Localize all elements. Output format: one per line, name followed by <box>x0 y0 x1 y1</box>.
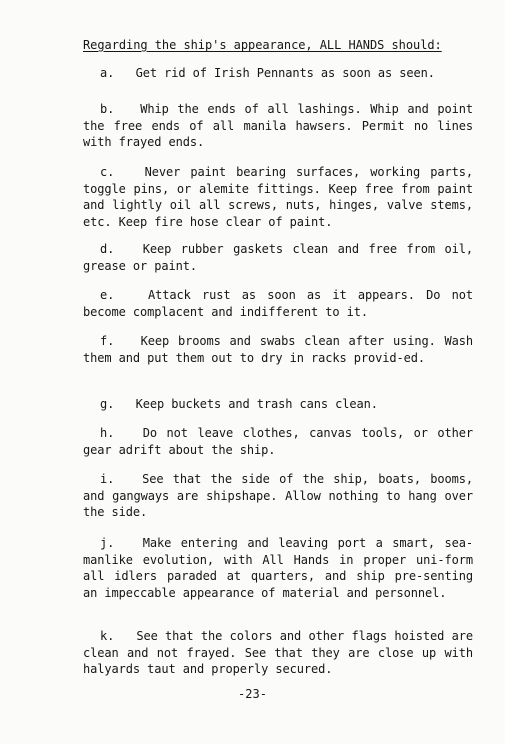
item-text: Keep buckets and trash cans clean. <box>135 397 378 411</box>
item-letter: b. <box>100 102 132 116</box>
list-item-f <box>83 333 473 366</box>
list-item-e <box>83 287 473 320</box>
item-letter: g. <box>100 397 129 411</box>
item-letter: f. <box>100 334 132 348</box>
item-text: Keep rubber gaskets clean and free from oil, grease or paint. <box>83 242 474 273</box>
list-item-b <box>83 101 473 151</box>
item-text: See that the side of the ship, boats, booms, and gangways are shipshape. Allow nothing to hang over the side. <box>83 472 473 519</box>
item-text: Make entering and leaving port a smart, sea-manlike evolution, with All Hands in proper uni-form all idlers paraded at quarters, and ship pre-senting an impeccable appearance of material and personnel. <box>83 536 474 600</box>
list-item-g <box>83 396 473 413</box>
item-text: Get rid of Irish Pennants as soon as seen. <box>135 66 435 80</box>
item-letter: j. <box>100 536 134 550</box>
list-item-j <box>83 535 473 601</box>
item-letter: k. <box>100 629 129 643</box>
item-text: See that the colors and other flags hoisted are clean and not frayed. See that they are close up with halyards taut and properly secured. <box>83 629 474 676</box>
item-letter: a. <box>100 66 129 80</box>
item-text: Never paint bearing surfaces, working parts, toggle pins, or alemite fittings. Keep free from paint and lightly oil all screws, nuts, hinges, valve stems, etc. Keep fire hose clear of paint. <box>83 165 474 229</box>
item-text: Do not leave clothes, canvas tools, or other gear adrift about the ship. <box>83 426 474 457</box>
section-heading: Regarding the ship's appearance, ALL HANDS should: <box>83 38 442 52</box>
list-item-a <box>83 65 473 82</box>
list-item-c <box>83 164 473 230</box>
list-item-i <box>83 471 473 521</box>
list-item-h <box>83 425 473 458</box>
item-text: Attack rust as soon as it appears. Do not become complacent and indifferent to it. <box>83 288 474 319</box>
item-letter: h. <box>100 426 134 440</box>
page-number: -23- <box>238 687 267 701</box>
item-letter: d. <box>100 242 134 256</box>
item-letter: c. <box>100 165 135 179</box>
item-letter: e. <box>100 288 137 302</box>
list-item-k <box>83 628 473 678</box>
list-item-d <box>83 241 473 274</box>
item-text: Keep brooms and swabs clean after using. Wash them and put them out to dry in racks provid-ed. <box>83 334 474 365</box>
item-letter: i. <box>100 472 133 486</box>
item-text: Whip the ends of all lashings. Whip and point the free ends of all manila hawsers. Permit no lines with frayed ends. <box>83 102 474 149</box>
